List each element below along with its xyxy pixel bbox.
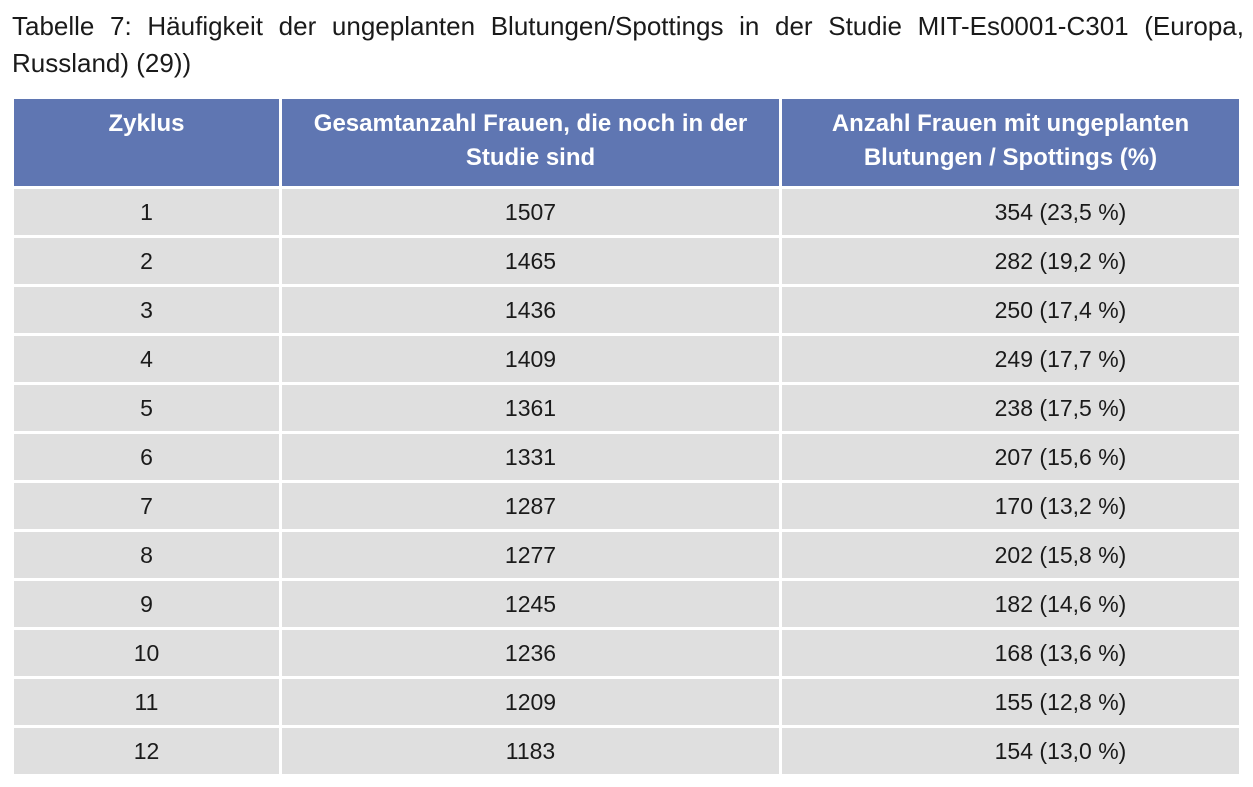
cell-cycle: 6 [14,431,279,480]
table-row [14,284,1239,333]
cell-women-with-bleeding: 154 (13,0 %) [779,725,1239,774]
cell-women-with-bleeding: 170 (13,2 %) [779,480,1239,529]
cell-cycle: 10 [14,627,279,676]
cell-cycle: 3 [14,284,279,333]
cell-women-with-bleeding: 207 (15,6 %) [779,431,1239,480]
header-row [14,99,1239,186]
cell-total-women: 1209 [279,676,779,725]
cell-cycle: 8 [14,529,279,578]
table-row [14,235,1239,284]
table-row [14,431,1239,480]
cell-women-with-bleeding: 202 (15,8 %) [779,529,1239,578]
cell-cycle: 12 [14,725,279,774]
cell-total-women: 1409 [279,333,779,382]
table-caption: Tabelle 7: Häufigkeit der ungeplanten Blutungen/Spottings in der Studie MIT-Es0001-C301 (Europa, Russland) (29)) [12,11,1244,78]
cell-total-women: 1245 [279,578,779,627]
table-row [14,627,1239,676]
cell-total-women: 1236 [279,627,779,676]
data-table [14,99,1239,774]
table-row [14,382,1239,431]
cell-total-women: 1436 [279,284,779,333]
table-body [14,186,1239,774]
cell-total-women: 1287 [279,480,779,529]
cell-women-with-bleeding: 238 (17,5 %) [779,382,1239,431]
table-header [14,99,1239,186]
cell-total-women: 1507 [279,186,779,235]
cell-cycle: 11 [14,676,279,725]
cell-women-with-bleeding: 182 (14,6 %) [779,578,1239,627]
cell-women-with-bleeding: 249 (17,7 %) [779,333,1239,382]
cell-women-with-bleeding: 168 (13,6 %) [779,627,1239,676]
cell-cycle: 4 [14,333,279,382]
header-women-with-bleeding: Anzahl Frauen mit ungeplanten Blutungen / Spottings (%) [779,99,1239,186]
table-row [14,676,1239,725]
table-row [14,578,1239,627]
table-row [14,186,1239,235]
cell-cycle: 7 [14,480,279,529]
table-row [14,480,1239,529]
table-row [14,529,1239,578]
cell-cycle: 2 [14,235,279,284]
cell-women-with-bleeding: 155 (12,8 %) [779,676,1239,725]
cell-total-women: 1361 [279,382,779,431]
cell-women-with-bleeding: 354 (23,5 %) [779,186,1239,235]
cell-total-women: 1183 [279,725,779,774]
table-row [14,333,1239,382]
cell-total-women: 1465 [279,235,779,284]
header-cycle: Zyklus [14,99,279,186]
header-total-women: Gesamtanzahl Frauen, die noch in der Studie sind [279,99,779,186]
cell-women-with-bleeding: 282 (19,2 %) [779,235,1239,284]
cell-total-women: 1331 [279,431,779,480]
table-row [14,725,1239,774]
bleeding-frequency-table [14,99,1239,774]
cell-cycle: 5 [14,382,279,431]
cell-cycle: 1 [14,186,279,235]
cell-total-women: 1277 [279,529,779,578]
cell-women-with-bleeding: 250 (17,4 %) [779,284,1239,333]
cell-cycle: 9 [14,578,279,627]
